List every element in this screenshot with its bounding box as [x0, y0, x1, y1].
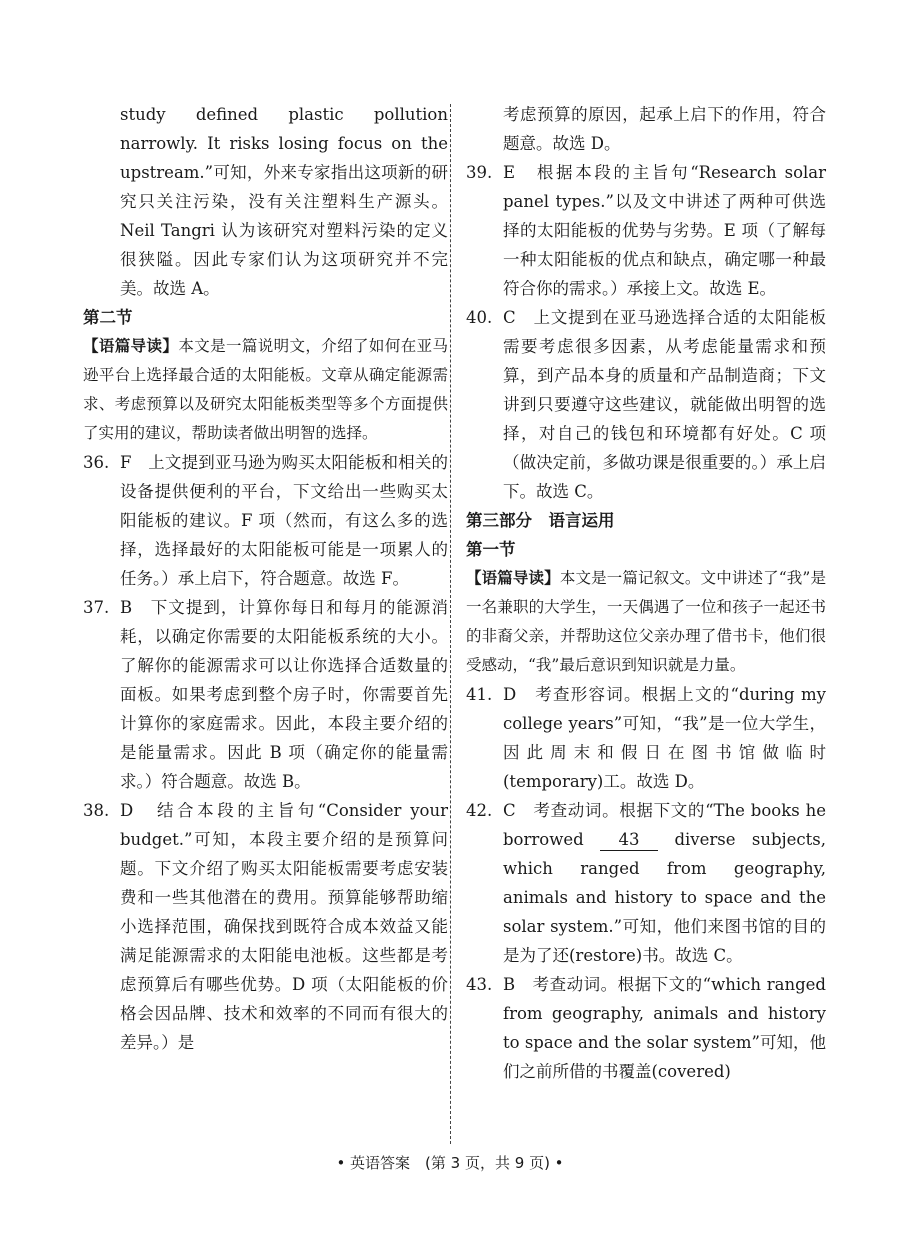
item-text-part-a: C 考查动词。根据下文的“The books he borrowed: [503, 801, 826, 849]
answer-item-39: [466, 158, 826, 303]
page-footer: • 英语答案 (第 3 页，共 9 页) •: [336, 1154, 564, 1172]
left-column: [83, 100, 448, 1057]
answer-item-38: [83, 796, 448, 1057]
passage-guide: [466, 564, 826, 680]
item-number: 41.: [466, 685, 493, 704]
item-text: F 上文提到亚马逊为购买太阳能板和相关的设备提供便利的平台，下文给出一些购买太阳能板的建议。F 项（然而，有这么多的选择，选择最好的太阳能板可能是一项累人的任务。）承上启下，符合题意。故选 F。: [120, 453, 448, 588]
answer-item-43: [466, 970, 826, 1086]
column-divider: [450, 104, 451, 1144]
item-number: 36.: [83, 453, 110, 472]
answer-item-41: [466, 680, 826, 796]
answer-item-37: [83, 593, 448, 796]
right-column: [466, 100, 826, 1086]
passage-guide-body: 本文是一篇说明文，介绍了如何在亚马逊平台上选择最合适的太阳能板。文章从确定能源需求、考虑预算以及研究太阳能板类型等多个方面提供了实用的建议，帮助读者做出明智的选择。: [83, 337, 448, 442]
item-text: B 考查动词。根据下文的“which ranged from geography, animals and history to space and the solar system”可知，他们之前所借的书覆盖(covered): [503, 975, 826, 1081]
item-number: 40.: [466, 308, 493, 327]
section-heading-2: 第二节: [83, 308, 133, 327]
item-number: 38.: [83, 801, 110, 820]
passage-guide-body: 本文是一篇记叙文。文中讲述了“我”是一名兼职的大学生，一天偶遇了一位和孩子一起还书的非裔父亲，并帮助这位父亲办理了借书卡，他们很受感动，“我”最后意识到知识就是力量。: [466, 569, 826, 674]
item-number: 39.: [466, 163, 493, 182]
blank-43: 43: [600, 830, 658, 851]
answer-item-42: [466, 796, 826, 970]
item-text-part-b: diverse subjects, which ranged from geography, animals and history to space and the solar system.”可知，他们来图书馆的目的是为了还(restore)书。故选 C。: [503, 830, 826, 965]
answer-item-36: [83, 448, 448, 593]
q35-explanation-continued: study defined plastic pollution narrowly. It risks losing focus on the upstream.”可知，外来专家指出这项新的研究只关注污染，没有关注塑料生产源头。Neil Tangri 认为该研究对塑料污染的定义很狭隘。因此专家们认为这项研究并不完美。故选 A。: [120, 105, 448, 298]
q38-explanation-continued: 考虑预算的原因，起承上启下的作用，符合题意。故选 D。: [503, 105, 826, 153]
item-text: E 根据本段的主旨句“Research solar panel types.”以及文中讲述了两种可供选择的太阳能板的优势与劣势。E 项（了解每一种太阳能板的优点和缺点，确定哪一种最符合你的需求。）承接上文。故选 E。: [503, 163, 826, 298]
item-number: 37.: [83, 598, 110, 617]
item-text: D 考查形容词。根据上文的“during my college years”可知，“我”是一位大学生，因此周末和假日在图书馆做临时(temporary)工。故选 D。: [503, 685, 826, 791]
item-text: B 下文提到，计算你每日和每月的能源消耗，以确定你需要的太阳能板系统的大小。了解你的能源需求可以让你选择合适数量的面板。如果考虑到整个房子时，你需要首先计算你的家庭需求。因此，本段主要介绍的是能量需求。因此 B 项（确定你的能量需求。）符合题意。故选 B。: [120, 598, 448, 791]
item-text: C 上文提到在亚马逊选择合适的太阳能板需要考虑很多因素，从考虑能量需求和预算，到产品本身的质量和产品制造商；下文讲到只要遵守这些建议，就能做出明智的选择，对自己的钱包和环境都有好处。C 项（做决定前，多做功课是很重要的。）承上启下。故选 C。: [503, 308, 826, 501]
section-heading-1: 第一节: [466, 540, 516, 559]
passage-guide: [83, 332, 448, 448]
passage-guide-tag: 【语篇导读】: [466, 569, 560, 587]
answer-item-40: [466, 303, 826, 506]
part-heading-3: 第三部分 语言运用: [466, 511, 615, 530]
item-number: 43.: [466, 975, 493, 994]
item-text: D 结合本段的主旨句“Consider your budget.”可知，本段主要介绍的是预算问题。下文介绍了购买太阳能板需要考虑安装费和一些其他潜在的费用。预算能够帮助缩小选择范围，确保找到既符合成本效益又能满足能源需求的太阳能电池板。这些都是考虑预算后有哪些优势。D 项（太阳能板的价格会因品牌、技术和效率的不同而有很大的差异。）是: [120, 801, 448, 1052]
item-number: 42.: [466, 801, 493, 820]
passage-guide-tag: 【语篇导读】: [83, 337, 179, 355]
